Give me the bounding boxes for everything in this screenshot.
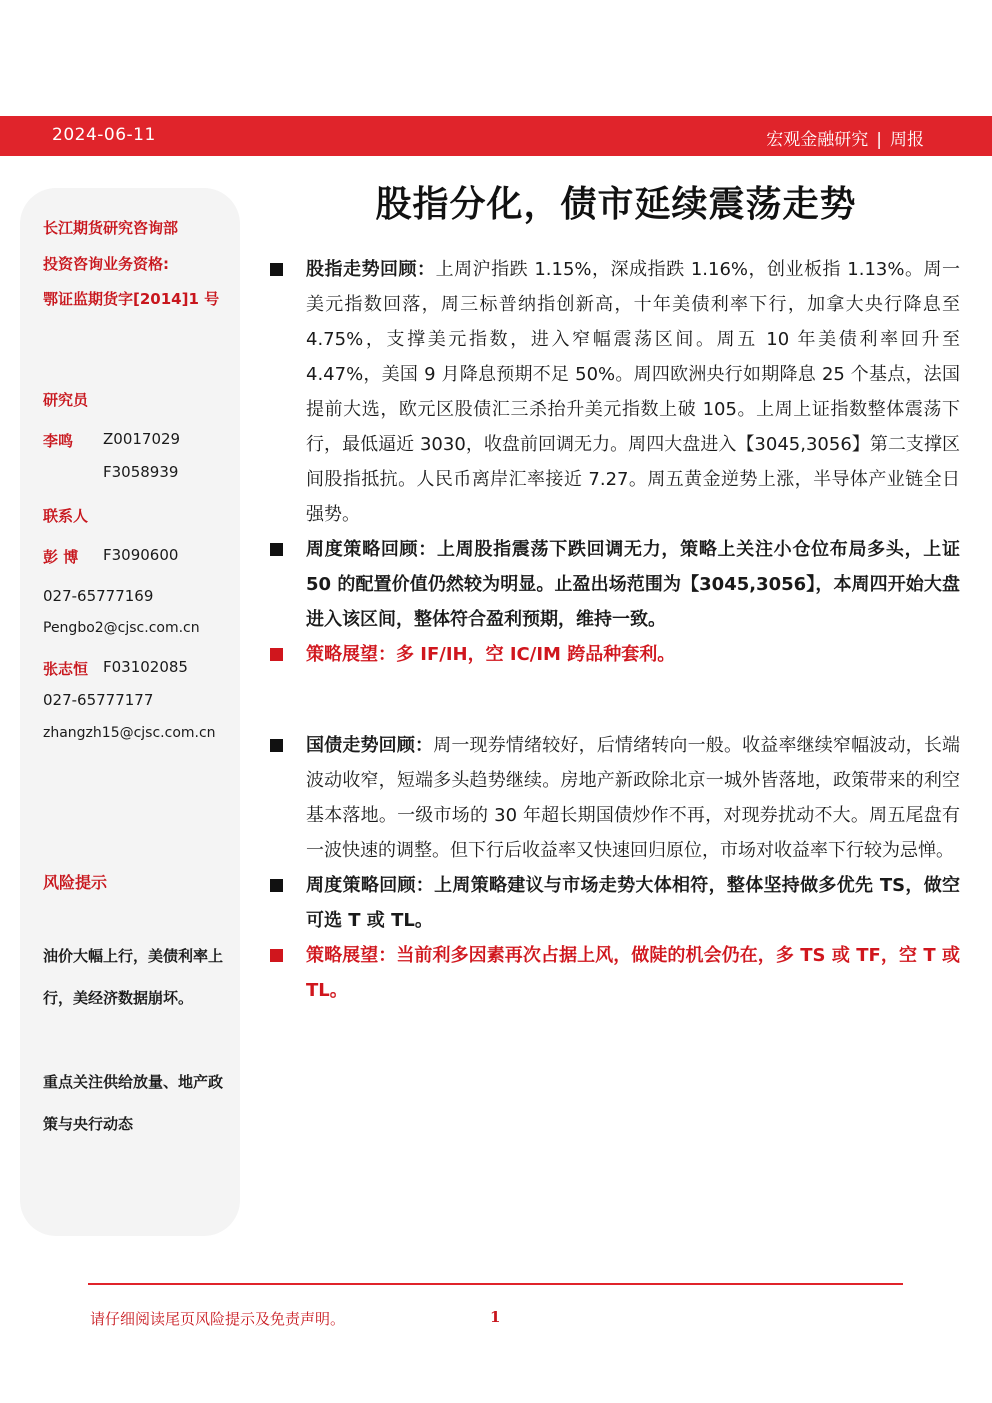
section-text: 周一现券情绪较好，后情绪转向一般。收益率继续窄幅波动，长端波动收窄，短端多头趋势继续。房地产新政除北京一城外皆落地，政策带来的利空基本落地。一级市场的 30 年超长期国债炒作不再，对现券扰动不大。周五尾盘有一波快速的调整。但下行后收益率又快速回归原位，市场对收益率下行较为忌惮。 [306,735,961,861]
researcher-id-2: F3058939 [103,463,179,481]
contact-2-phone: 027-65777177 [43,691,154,709]
risk-text-2: 重点关注供给放量、地产政策与央行动态 [43,1073,224,1133]
category-separator: | [876,130,882,150]
sidebar-license: 鄂证监期货字[2014]1 号 [43,290,220,308]
report-type: 周报 [890,130,924,150]
contact-1-name: 彭 博 [43,548,79,566]
page-number: 1 [490,1308,501,1326]
section-label: 周度策略回顾： [306,539,437,560]
section-index-strategy-review [270,532,960,637]
bullet-icon [270,949,283,962]
risk-text-1: 油价大幅上行，美债利率上行，美经济数据崩坏。 [43,947,224,1007]
section-label: 策略展望： [306,945,397,966]
section-text: 上周策略建议与市场走势大体相符，整体坚持做多优先 TS，做空可选 T 或 TL。 [306,875,961,931]
section-label: 策略展望： [306,644,396,665]
researcher-label: 研究员 [43,391,89,409]
researcher-id-1: Z0017029 [103,430,181,448]
contact-2-id: F03102085 [103,658,188,676]
sidebar-qualification-label: 投资咨询业务资格: [43,255,169,273]
sidebar-dept: 长江期货研究咨询部 [43,219,179,237]
bullet-icon [270,263,283,276]
report-date: 2024-06-11 [52,125,156,145]
bullet-icon [270,648,283,661]
section-bond-strategy-review [270,868,960,938]
header-bar [0,116,992,156]
section-label: 国债走势回顾： [306,735,434,756]
footer-divider [88,1283,903,1285]
bullet-icon [270,739,283,752]
bullet-icon [270,543,283,556]
contact-2-email[interactable]: zhangzh15@cjsc.com.cn [43,725,216,741]
section-label: 周度策略回顾： [306,875,435,896]
page-title: 股指分化，债市延续震荡走势 [375,184,857,225]
section-text: 当前利多因素再次占据上风，做陡的机会仍在，多 TS 或 TF，空 T 或 TL。 [306,945,960,1001]
section-index-review [270,252,960,532]
section-index-outlook [270,637,960,672]
contact-1-email[interactable]: Pengbo2@cjsc.com.cn [43,620,200,636]
contact-2-name: 张志恒 [43,660,89,678]
contact-label: 联系人 [43,507,89,525]
bullet-icon [270,879,283,892]
section-text: 上周股指震荡下跌回调无力，策略上关注小仓位布局多头，上证 50 的配置价值仍然较为明显。止盈出场范围为【3045,3056】，本周四开始大盘进入该区间，整体符合盈利预期，维持一致。 [306,539,961,630]
main-content [270,252,960,1008]
report-category [766,125,924,150]
contact-1-phone: 027-65777169 [43,587,154,605]
contact-1-id: F3090600 [103,546,179,564]
section-text: 多 IF/IH，空 IC/IM 跨品种套利。 [396,644,676,665]
category-label: 宏观金融研究 [766,130,869,150]
footer-note: 请仔细阅读尾页风险提示及免责声明。 [90,1310,346,1328]
section-label: 股指走势回顾： [306,259,436,280]
section-bond-review [270,728,960,868]
section-bond-outlook [270,938,960,1008]
risk-label: 风险提示 [43,873,108,892]
section-text: 上周沪指跌 1.15%，深成指跌 1.16%，创业板指 1.13%。周一美元指数回落，周三标普纳指创新高，十年美债利率下行，加拿大央行降息至 4.75%，支撑美元指数，进入窄幅震荡区间。周五 10 年美债利率回升至 4.47%，美国 9 月降息预期不足 50%。周四欧洲央行如期降息 25 个基点，法国提前大选，欧元区股债汇三杀抬升美元指数上破 105。上周上证指数整体震荡下行，最低逼近 3030，收盘前回调无力。周四大盘进入【3045,3056】第二支撑区间股指抵抗。人民币离岸汇率接近 7.27。周五黄金逆势上涨，半导体产业链全日强势。 [306,259,961,525]
researcher-name: 李鸣 [43,432,74,450]
